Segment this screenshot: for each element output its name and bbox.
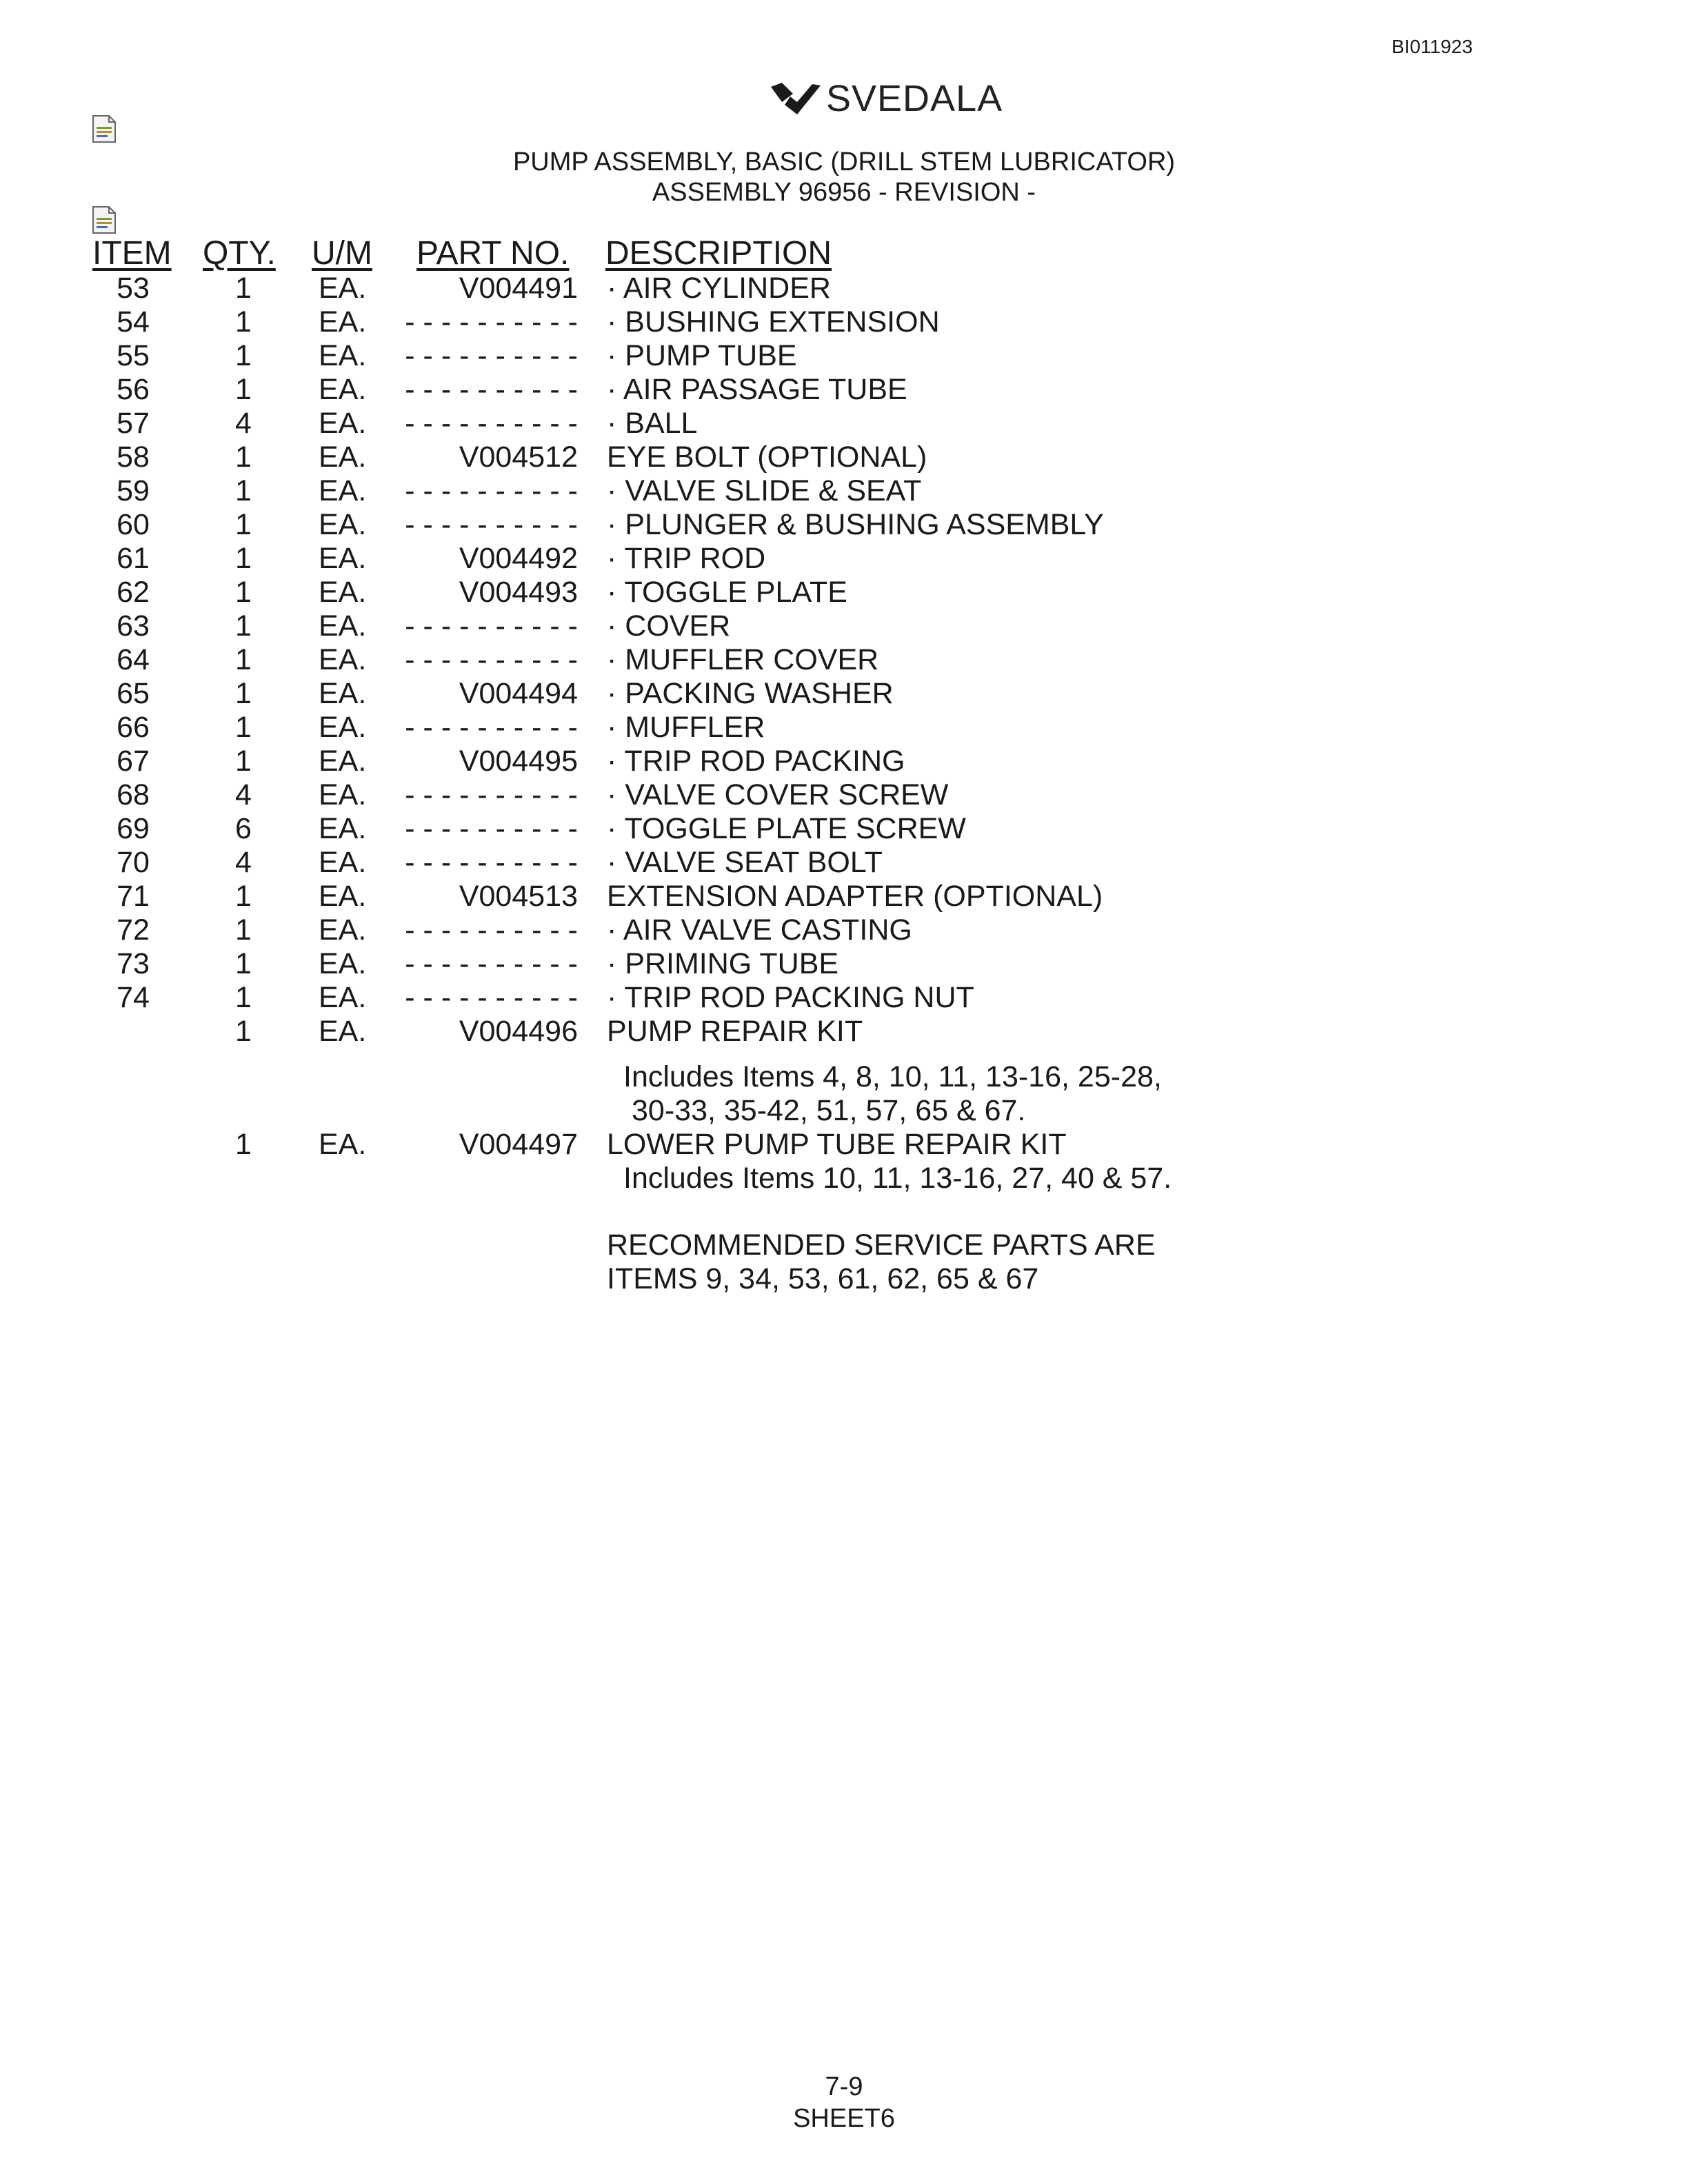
part-number: V004491 [459, 272, 578, 305]
unit-of-measure: EA. [319, 812, 367, 845]
description: · COVER [607, 609, 731, 643]
part-number: V004513 [459, 880, 578, 913]
table-row [0, 846, 1688, 880]
quantity: 1 [235, 272, 252, 305]
quantity: 1 [235, 981, 252, 1014]
item-number: 63 [117, 609, 150, 643]
table-row [0, 474, 1688, 508]
description: · PACKING WASHER [607, 677, 894, 710]
quantity: 4 [235, 778, 252, 811]
quantity: 1 [235, 305, 252, 338]
quantity: 1 [235, 677, 252, 710]
table-row [0, 643, 1688, 677]
quantity: 1 [235, 609, 252, 643]
description: · AIR PASSAGE TUBE [607, 373, 907, 406]
unit-of-measure: EA. [319, 1128, 367, 1161]
description: · VALVE SLIDE & SEAT [607, 474, 922, 507]
part-number: V004493 [459, 576, 578, 609]
unit-of-measure: EA. [319, 407, 367, 440]
unit-of-measure: EA. [319, 272, 367, 305]
description: · TRIP ROD PACKING [607, 745, 905, 778]
item-number: 61 [117, 542, 150, 575]
table-row [0, 947, 1688, 981]
part-number: - - - - - - - - - - [405, 609, 578, 643]
quantity: 1 [235, 542, 252, 575]
quantity: 1 [235, 1015, 252, 1048]
quantity: 1 [235, 339, 252, 372]
unit-of-measure: EA. [319, 745, 367, 778]
part-number: - - - - - - - - - - [405, 474, 578, 507]
part-number: - - - - - - - - - - [405, 947, 578, 980]
part-number: V004492 [459, 542, 578, 575]
unit-of-measure: EA. [319, 880, 367, 913]
unit-of-measure: EA. [319, 846, 367, 879]
table-row [0, 407, 1688, 441]
kit-includes-note: 30-33, 35-42, 51, 57, 65 & 67. [632, 1094, 1026, 1127]
quantity: 1 [235, 711, 252, 744]
description: · TRIP ROD PACKING NUT [607, 981, 974, 1014]
quantity: 1 [235, 643, 252, 676]
quantity: 1 [235, 508, 252, 541]
item-number: 55 [117, 339, 150, 372]
description: EXTENSION ADAPTER (OPTIONAL) [607, 880, 1103, 913]
item-number: 73 [117, 947, 150, 980]
header-description: DESCRIPTION [605, 235, 832, 272]
unit-of-measure: EA. [319, 643, 367, 676]
unit-of-measure: EA. [319, 441, 367, 474]
table-row [0, 1015, 1688, 1049]
item-number: 67 [117, 745, 150, 778]
unit-of-measure: EA. [319, 305, 367, 338]
table-row [0, 272, 1688, 305]
description: PUMP REPAIR KIT [607, 1015, 863, 1048]
table-row [0, 1128, 1688, 1162]
part-number: V004495 [459, 745, 578, 778]
table-row [0, 745, 1688, 778]
unit-of-measure: EA. [319, 778, 367, 811]
unit-of-measure: EA. [319, 711, 367, 744]
item-number: 74 [117, 981, 150, 1014]
quantity: 1 [235, 474, 252, 507]
description: · BUSHING EXTENSION [607, 305, 940, 338]
description: · TRIP ROD [607, 542, 766, 575]
item-number: 60 [117, 508, 150, 541]
unit-of-measure: EA. [319, 576, 367, 609]
unit-of-measure: EA. [319, 373, 367, 406]
item-number: 57 [117, 407, 150, 440]
table-row [0, 305, 1688, 339]
header-item: ITEM [92, 235, 172, 272]
description: · MUFFLER COVER [607, 643, 879, 676]
part-number: - - - - - - - - - - [405, 778, 578, 811]
table-row [0, 778, 1688, 812]
description: · TOGGLE PLATE SCREW [607, 812, 966, 845]
table-row [0, 542, 1688, 576]
item-number: 56 [117, 373, 150, 406]
brand-name: SVEDALA [826, 78, 1003, 119]
item-number: 72 [117, 913, 150, 947]
table-row [0, 441, 1688, 474]
svedala-mark-icon [770, 81, 822, 116]
assembly-title: PUMP ASSEMBLY, BASIC (DRILL STEM LUBRICATOR) [512, 148, 1176, 176]
description: · TOGGLE PLATE [607, 576, 847, 609]
item-number: 68 [117, 778, 150, 811]
kit-includes-note: Includes Items 4, 8, 10, 11, 13-16, 25-28, [623, 1060, 1162, 1093]
item-number: 53 [117, 272, 150, 305]
header-qty: QTY. [203, 235, 276, 272]
table-row [0, 677, 1688, 711]
item-number: 71 [117, 880, 150, 913]
item-number: 64 [117, 643, 150, 676]
item-number: 62 [117, 576, 150, 609]
header-part-no: PART NO. [416, 235, 570, 272]
part-number: - - - - - - - - - - [405, 846, 578, 879]
page-number: 7-9 [825, 2072, 863, 2101]
part-number: V004494 [459, 677, 578, 710]
quantity: 6 [235, 812, 252, 845]
description: · PRIMING TUBE [607, 947, 839, 980]
part-number: - - - - - - - - - - [405, 339, 578, 372]
recommended-parts-list: ITEMS 9, 34, 53, 61, 62, 65 & 67 [607, 1262, 1039, 1295]
assembly-number: ASSEMBLY 96956 - REVISION - [652, 178, 1036, 207]
description: · BALL [607, 407, 698, 440]
table-row [0, 576, 1688, 609]
quantity: 1 [235, 373, 252, 406]
table-row [0, 339, 1688, 373]
table-row [0, 508, 1688, 542]
recommended-parts-note: RECOMMENDED SERVICE PARTS ARE [607, 1228, 1156, 1262]
part-number: - - - - - - - - - - [405, 407, 578, 440]
quantity: 4 [235, 407, 252, 440]
document-link-icon[interactable] [91, 205, 117, 234]
unit-of-measure: EA. [319, 981, 367, 1014]
item-number: 59 [117, 474, 150, 507]
unit-of-measure: EA. [319, 508, 367, 541]
item-number: 69 [117, 812, 150, 845]
quantity: 4 [235, 846, 252, 879]
kit-includes-note: Includes Items 10, 11, 13-16, 27, 40 & 57. [623, 1162, 1172, 1195]
document-link-icon[interactable] [91, 114, 117, 143]
description: · PUMP TUBE [607, 339, 797, 372]
part-number: - - - - - - - - - - [405, 711, 578, 744]
table-row [0, 913, 1688, 947]
quantity: 1 [235, 1128, 252, 1161]
quantity: 1 [235, 745, 252, 778]
svedala-logo [770, 77, 1003, 120]
description: · PLUNGER & BUSHING ASSEMBLY [607, 508, 1104, 541]
unit-of-measure: EA. [319, 339, 367, 372]
quantity: 1 [235, 913, 252, 947]
table-row [0, 812, 1688, 846]
part-number: - - - - - - - - - - [405, 913, 578, 947]
item-number: 54 [117, 305, 150, 338]
part-number: - - - - - - - - - - [405, 373, 578, 406]
table-row [0, 711, 1688, 745]
quantity: 1 [235, 576, 252, 609]
unit-of-measure: EA. [319, 913, 367, 947]
part-number: - - - - - - - - - - [405, 508, 578, 541]
sheet-label: SHEET6 [793, 2104, 895, 2133]
table-row [0, 373, 1688, 407]
description: LOWER PUMP TUBE REPAIR KIT [607, 1128, 1067, 1161]
item-number: 70 [117, 846, 150, 879]
unit-of-measure: EA. [319, 474, 367, 507]
quantity: 1 [235, 947, 252, 980]
table-row [0, 981, 1688, 1015]
unit-of-measure: EA. [319, 609, 367, 643]
description: · AIR CYLINDER [607, 272, 831, 305]
item-number: 66 [117, 711, 150, 744]
part-number: V004497 [459, 1128, 578, 1161]
part-number: V004496 [459, 1015, 578, 1048]
quantity: 1 [235, 880, 252, 913]
unit-of-measure: EA. [319, 1015, 367, 1048]
table-row [0, 880, 1688, 913]
part-number: V004512 [459, 441, 578, 474]
description: · AIR VALVE CASTING [607, 913, 912, 947]
description: · MUFFLER [607, 711, 765, 744]
unit-of-measure: EA. [319, 542, 367, 575]
unit-of-measure: EA. [319, 947, 367, 980]
description: · VALVE COVER SCREW [607, 778, 949, 811]
table-row [0, 609, 1688, 643]
part-number: - - - - - - - - - - [405, 643, 578, 676]
part-number: - - - - - - - - - - [405, 305, 578, 338]
part-number: - - - - - - - - - - [405, 981, 578, 1014]
unit-of-measure: EA. [319, 677, 367, 710]
description: · VALVE SEAT BOLT [607, 846, 883, 879]
item-number: 65 [117, 677, 150, 710]
document-id: BI011923 [1391, 36, 1473, 57]
item-number: 58 [117, 441, 150, 474]
quantity: 1 [235, 441, 252, 474]
description: EYE BOLT (OPTIONAL) [607, 441, 927, 474]
header-um: U/M [312, 235, 372, 272]
part-number: - - - - - - - - - - [405, 812, 578, 845]
